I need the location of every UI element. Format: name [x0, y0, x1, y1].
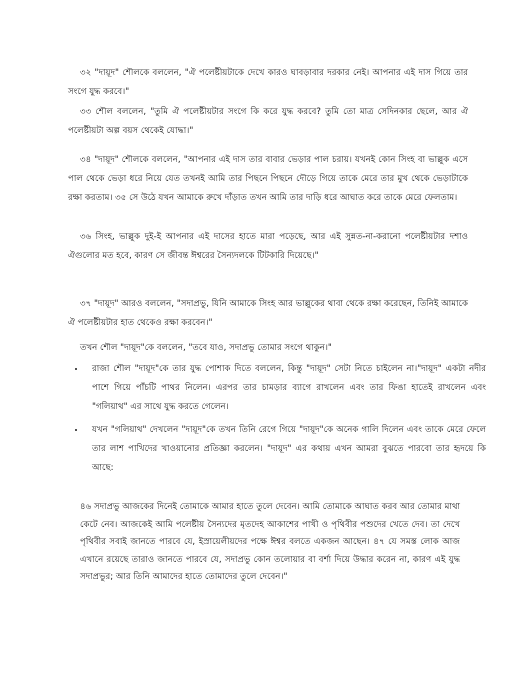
bullet-item-goliath: • যখন "গলিয়াথ" দেখলেন "দায়ূদ"কে তখন তিনি রেগে গিয়ে "দায়ূদ"কে অনেক গালি দিলেন এবং তাকে মেরে ফেলে তার লাশ পাখিদের খাওয়ানোর প্রতিজ্ঞা করলেন। "দায়ূদ" এর কথায় এখন আমরা বুঝতে পারবো তার হৃদয়ে কি আছে:	[86, 421, 486, 478]
saul-reply-paragraph: তখন শৌল "দায়ূদ"কে বললেন, "তবে যাও, সদাপ্রভু তোমার সংগে থাকুন।"	[80, 343, 332, 353]
verse-36-paragraph: ৩৬ সিংহ, ভাল্লুক দুই-ই আপনার এই দাসের হাতে মারা পড়েছে, আর এই সুন্নত-না-করানো পলেষ্টীয়টার দশাও ঐগুলোর মত হবে, কারণ সে জীবন্ত ঈশ্বরের সৈন্যদলকে টিটকারি দিয়েছে।"	[68, 232, 468, 261]
verse-32-paragraph: ৩২ "দায়ূদ" শৌলকে বললেন, "ঐ পলেষ্টীয়টাকে দেখে কারও ঘাবড়াবার দরকার নেই। আপনার এই দাস গিয়ে তার সংগে যুদ্ধ করবে।"	[68, 68, 468, 97]
verse-37-paragraph: ৩৭ "দায়ূদ" আরও বললেন, "সদাপ্রভু, যিনি আমাকে সিংহ আর ভাল্লুকের থাবা থেকে রক্ষা করেছেন, তিনিই আমাকে ঐ পলেষ্টীয়টার হাত থেকেও রক্ষা করবেন।"	[68, 299, 468, 328]
bullet-item-armor: • রাজা শৌল "দায়ূদ"কে তার যুদ্ধ পোশাক দিতে বললেন, কিন্তু "দায়ূদ" সেটা নিতে চাইলেন না।"দায়ূদ" একটা নদীর পাশে গিয়ে পাঁচটি পাথর নিলেন। এরপর তার চামড়ার ব্যাগে রাখলেন এবং তার ফিঙা হাতেই রাখলেন এবং "গলিয়াথ" এর সাথে যুদ্ধ করতে গেলেন।	[86, 360, 486, 417]
verse-34-35-paragraph: ৩৪ "দায়ূদ" শৌলকে বললেন, "আপনার এই দাস তার বাবার ভেড়ার পাল চরায়। যখনই কোন সিংহ বা ভাল্লুক এসে পাল থেকে ভেড়া ধরে নিয়ে যেত তখনই আমি তার পিছনে পিছনে দৌড়ে গিয়ে তাকে মেরে তার মুখ থেকে ভেড়াটাকে রক্ষা করতাম। ৩৫ সে উঠে যখন আমাকে রুখে দাঁড়াত তখন আমি তার দাড়ি ধরে আঘাত করে তাকে মেরে ফেলতাম।	[68, 155, 468, 203]
verse-33-paragraph: ৩৩ শৌল বললেন, "তুমি ঐ পলেষ্টীয়টার সংগে কি করে যুদ্ধ করবে? তুমি তো মাত্র সেদিনকার ছেলে, আর ঐ পলেষ্টীয়টা অল্প বয়স থেকেই যোদ্ধা।"	[68, 107, 468, 136]
verse-46-47-paragraph: ৪৬ সদাপ্রভু আজকের দিনেই তোমাকে আমার হাতে তুলে দেবেন। আমি তোমাকে আঘাত করব আর তোমার মাথা কেটে নেব। আজকেই আমি পলেষ্টীয় সৈন্যদের মৃতদেহ আকাশের পাখী ও পৃথিবীর পশুদের খেতে দেব। তা দেখে পৃথিবীর সবাই জানতে পারবে যে, ইস্রায়েলীয়দের পক্ষে ঈশ্বর বলতে একজন আছেন। ৪৭ যে সমস্ত লোক আজ এখানে রয়েছে তারাও জানতে পারবে যে, সদাপ্রভু কোন তলোয়ার বা বর্শা দিয়ে উদ্ধার করেন না, কারণ এই যুদ্ধ সদাপ্রভুর; আর তিনি আমাদের হাতে তোমাদের তুলে দেবেন।"	[80, 502, 460, 582]
bullet-list	[68, 360, 486, 482]
